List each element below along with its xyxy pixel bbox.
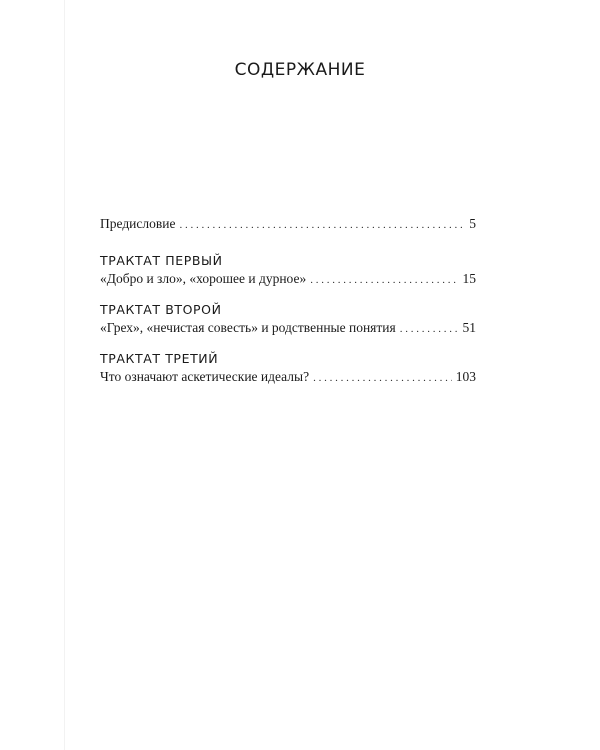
toc-entry-preface[interactable] <box>100 215 476 234</box>
toc-entry-treatise-1[interactable] <box>100 270 476 289</box>
toc-page-number: 5 <box>469 216 476 231</box>
toc-section-3 <box>100 350 476 387</box>
toc-page-number: 103 <box>455 369 476 384</box>
toc-entry-title: «Добро и зло», «хорошее и дурное» <box>100 271 307 286</box>
section-heading: ТРАКТАТ ВТОРОЙ <box>100 302 222 317</box>
section-heading: ТРАКТАТ ПЕРВЫЙ <box>100 253 223 268</box>
toc-section-2 <box>100 301 476 338</box>
table-of-contents <box>100 215 476 387</box>
dot-leader <box>310 271 458 289</box>
toc-section-1 <box>100 252 476 289</box>
toc-page-number: 15 <box>462 271 476 286</box>
toc-entry-title: Предисловие <box>100 216 176 231</box>
toc-entry-treatise-3[interactable] <box>100 368 476 387</box>
dot-leader <box>400 320 459 338</box>
dot-leader <box>179 216 465 234</box>
toc-entry-title: Что означают аскетические идеалы? <box>100 369 310 384</box>
dot-leader <box>313 369 452 387</box>
toc-page-number: 51 <box>462 320 476 335</box>
section-heading: ТРАКТАТ ТРЕТИЙ <box>100 351 219 366</box>
toc-entry-title: «Грех», «нечистая совесть» и родственные понятия <box>100 320 396 335</box>
page-edge <box>64 0 65 750</box>
page-title: СОДЕРЖАНИЕ <box>234 60 366 80</box>
toc-entry-treatise-2[interactable] <box>100 319 476 338</box>
